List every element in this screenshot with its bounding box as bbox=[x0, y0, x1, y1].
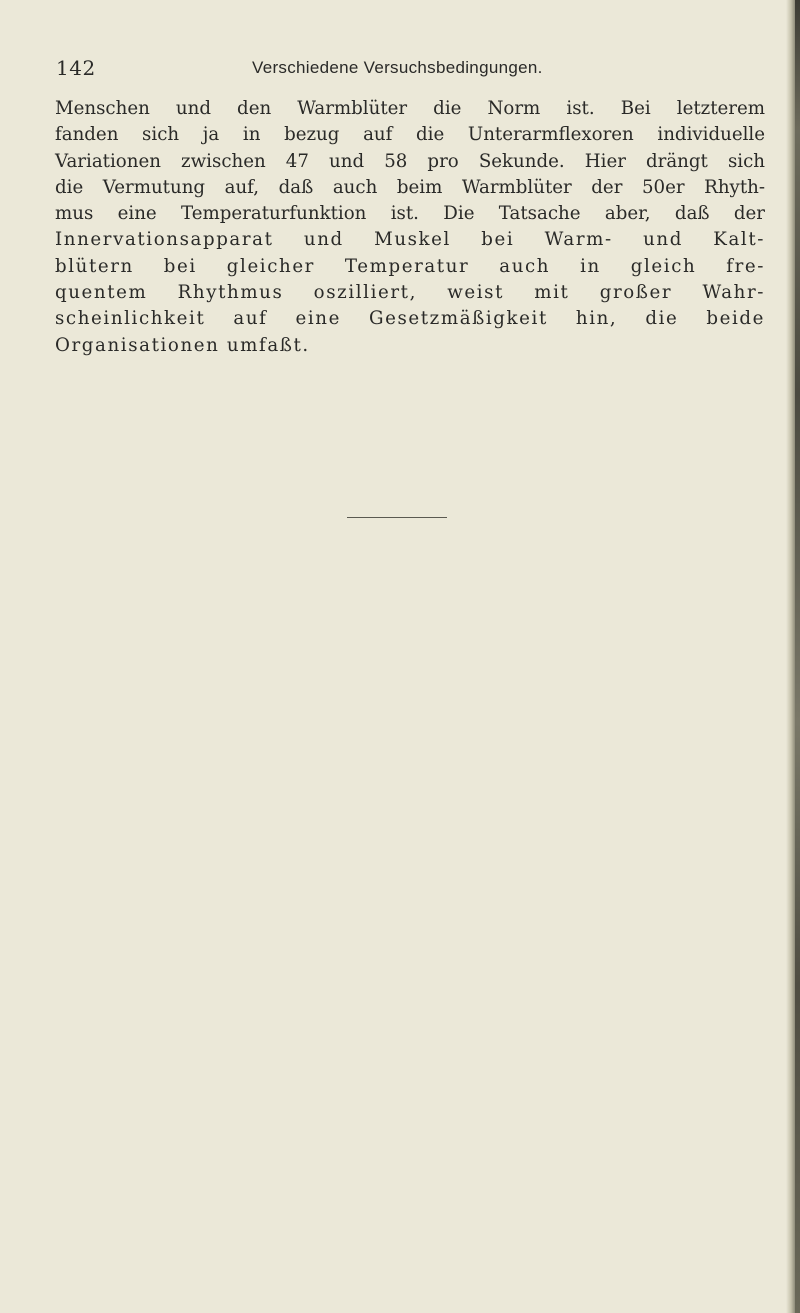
text-line: die Vermutung auf, daß auch beim Warmblüter der 50er Rhyth- bbox=[55, 176, 765, 198]
text-line: Innervationsapparat und Muskel bei Warm- und Kalt- bbox=[55, 229, 765, 251]
text-line: Variationen zwischen 47 und 58 pro Sekunde. Hier drängt sich bbox=[55, 150, 765, 172]
page-header bbox=[56, 56, 756, 80]
body-paragraph bbox=[55, 96, 765, 359]
page-edge bbox=[795, 0, 800, 1313]
text-line: quentem Rhythmus oszilliert, weist mit großer Wahr- bbox=[55, 282, 765, 304]
page-number: 142 bbox=[56, 56, 96, 80]
text-line: Organisationen umfaßt. bbox=[55, 334, 310, 356]
text-line: blütern bei gleicher Temperatur auch in gleich fre- bbox=[55, 255, 765, 277]
running-head: Verschiedene Versuchsbedingungen. bbox=[252, 58, 543, 77]
section-divider bbox=[347, 517, 447, 518]
text-line: scheinlichkeit auf eine Gesetzmäßigkeit hin, die beide bbox=[55, 308, 765, 330]
text-line: fanden sich ja in bezug auf die Unterarmflexoren individuelle bbox=[55, 124, 765, 146]
text-line: mus eine Temperaturfunktion ist. Die Tatsache aber, daß der bbox=[55, 203, 765, 225]
text-line: Menschen und den Warmblüter die Norm ist. Bei letzterem bbox=[55, 98, 765, 119]
